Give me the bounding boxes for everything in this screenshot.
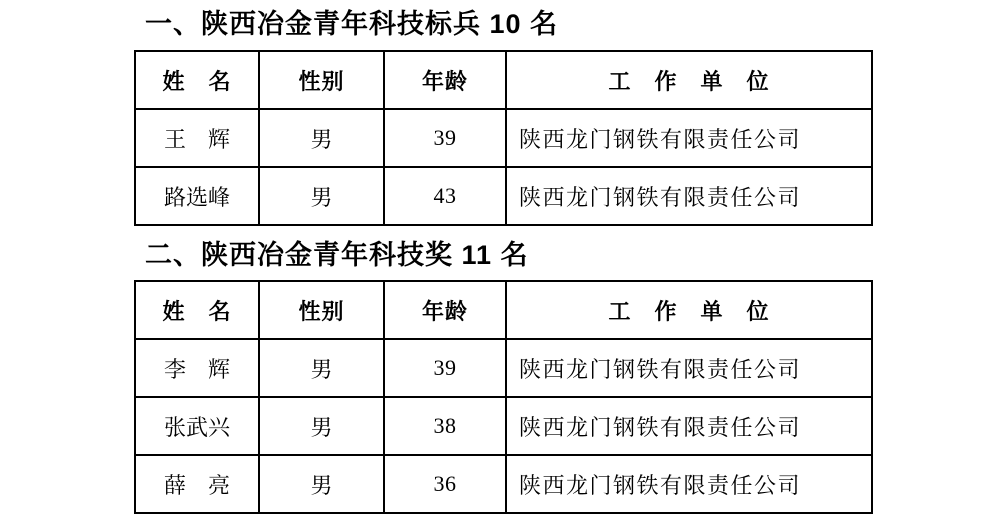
table-row: [135, 339, 872, 397]
cell-gender: 男: [259, 339, 384, 397]
cell-work-unit: 陕西龙门钢铁有限责任公司: [506, 109, 872, 167]
cell-name: 薛 亮: [135, 455, 259, 513]
table-row: [135, 397, 872, 455]
section-1-heading: 一、陕西冶金青年科技标兵 10 名: [145, 9, 559, 39]
table-header-row: [135, 281, 872, 339]
cell-work-unit: 陕西龙门钢铁有限责任公司: [506, 455, 872, 513]
cell-work-unit: 陕西龙门钢铁有限责任公司: [506, 397, 872, 455]
document-page: [134, 0, 871, 514]
header-cell-age: 年龄: [384, 281, 506, 339]
cell-gender: 男: [259, 397, 384, 455]
header-cell-work-unit: 工 作 单 位: [506, 281, 872, 339]
cell-name: 张武兴: [135, 397, 259, 455]
cell-name: 王 辉: [135, 109, 259, 167]
header-cell-gender: 性别: [259, 281, 384, 339]
header-cell-name: 姓 名: [135, 281, 259, 339]
table-row: [135, 455, 872, 513]
header-cell-age: 年龄: [384, 51, 506, 109]
cell-age: 39: [384, 109, 506, 167]
cell-work-unit: 陕西龙门钢铁有限责任公司: [506, 167, 872, 225]
table-row: [135, 109, 872, 167]
cell-age: 43: [384, 167, 506, 225]
cell-age: 38: [384, 397, 506, 455]
cell-name: 路选峰: [135, 167, 259, 225]
table-row: [135, 167, 872, 225]
award-table-science-awards: [134, 280, 873, 514]
section-2-heading: 二、陕西冶金青年科技奖 11 名: [145, 240, 529, 270]
cell-gender: 男: [259, 109, 384, 167]
cell-work-unit: 陕西龙门钢铁有限责任公司: [506, 339, 872, 397]
award-table-standard-bearers: [134, 50, 873, 226]
cell-gender: 男: [259, 455, 384, 513]
cell-name: 李 辉: [135, 339, 259, 397]
table-header-row: [135, 51, 872, 109]
header-cell-gender: 性别: [259, 51, 384, 109]
cell-age: 36: [384, 455, 506, 513]
header-cell-work-unit: 工 作 单 位: [506, 51, 872, 109]
cell-age: 39: [384, 339, 506, 397]
cell-gender: 男: [259, 167, 384, 225]
header-cell-name: 姓 名: [135, 51, 259, 109]
